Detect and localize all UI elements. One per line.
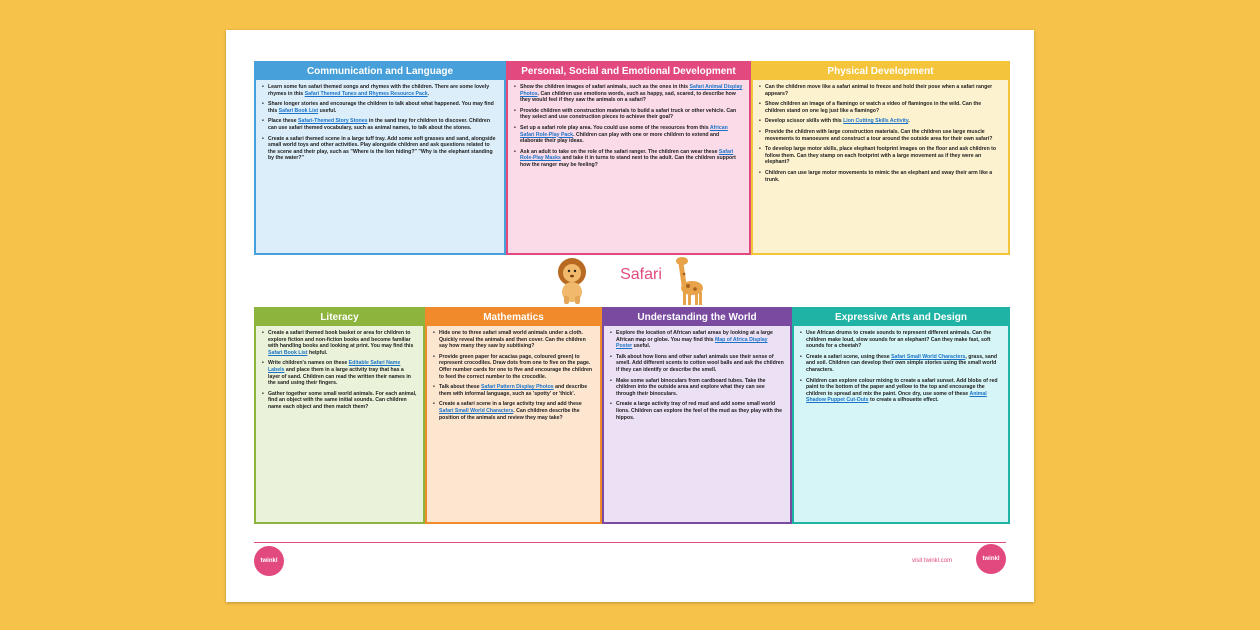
resource-link[interactable]: Safari Role-Play Masks [520,148,734,162]
panel-heading: Expressive Arts and Design [794,309,1008,326]
bullet-text: Write children's names on these [268,360,349,367]
bullet-text: Make some safari binoculars from cardboard tubes. Take the children into the outside area and explore what they can see through their binoculars. [616,377,766,397]
bullet-text: Create a safari scene in a large activity tray and add these [439,401,582,408]
page-title: Safari [620,266,662,283]
bullet-item [514,84,743,104]
panel-understanding-world [602,307,792,524]
bullet-item [800,354,1002,374]
resource-link[interactable]: Safari-Themed Story Stones [298,118,368,125]
bullet-item [433,384,594,397]
bullet-item [433,401,594,421]
bullet-text: Children can explore colour mixing to create a safari sunset. Add blobs of red paint to the bottom of the paper and yellow to the top and encourage the children to spread and mix the paint. Once dry, use some of these [806,377,998,397]
bullet-text: Show the children images of safari animals, such as the ones in this [520,84,690,90]
bullet-list [508,80,749,169]
bullet-item [514,108,743,121]
panel-heading: Personal, Social and Emotional Development [508,63,749,80]
twinkl-logo: twinkl [254,546,284,576]
bullet-item [759,101,1002,114]
bullet-item [610,378,784,398]
bullet-item [759,146,1002,166]
bullet-list [256,326,423,411]
resource-link[interactable]: African Safari Role-Play Pack [520,124,728,138]
resource-link[interactable]: Editable Safari Name Labels [268,360,401,373]
footer-url[interactable]: visit twinkl.com [912,558,953,564]
resource-link[interactable]: Map of Africa Display Poster [616,336,768,350]
bullet-item [759,129,1002,142]
bullet-list [753,80,1008,183]
bullet-text: Provide green paper for acacias page, coloured green) to represent crocodiles. Draw dots from one to five on the page. Offer number cards for one to five and encourage the children to feed the correct number to the crocodile. [439,353,593,380]
bullet-text: Create a safari scene, using these [806,353,892,360]
bullet-text: Explore the location of African safari areas by looking at a large African map or globe. You may find this [616,330,773,343]
bullet-text: Talk about how lions and other safari animals use their sense of smell. Add different scents to cotton wool balls and ask the children if they can identify or describe the smell. [616,353,784,373]
bullet-item [759,84,1002,97]
bullet-text: Create a safari themed scene in a large tuff tray. Add some soft grasses and sand, alongside small world toys and other activities. Play alongside children and ask questions related to the scene and their play, such as "Where is the lion hiding?" "Why is the elephant standing by the water?" [268,135,496,162]
lion-illustration [552,256,592,304]
bullet-text: Create a safari themed book basket or area for children to explore fiction and non-fiction books and become familiar with handling books and looking at print. You may find this [268,330,414,350]
bullet-item [433,330,594,350]
bullet-item [262,84,498,97]
panel-communication-language [254,61,506,255]
resource-link[interactable]: Safari Themed Tunes and Rhymes Resource Pack [304,90,428,97]
resource-link[interactable]: Lion Cutting Skills Activity [843,118,909,125]
bullet-item [759,170,1002,183]
panel-expressive-arts [792,307,1010,524]
bullet-text: in the sand tray for children to discover. Children can use safari themed vocabulary, such as animal names, to talk about the stones. [268,118,490,131]
bullet-list [427,326,600,421]
bullet-item [610,330,784,350]
bullet-text: Develop scissor skills with this [765,118,844,125]
bullet-text: To develop large motor skills, place elephant footprint images on the floor and ask children to follow them. Can they stamp on each footprint with a large movement as if they were an elephant? [765,146,997,166]
bullet-item [800,378,1002,404]
bullet-item [262,360,417,386]
bullet-item [610,401,784,421]
panel-literacy [254,307,425,524]
bullet-list [604,326,790,421]
bullet-item [514,125,743,145]
bullet-list [256,80,504,162]
bullet-text: . Can children describe the position of the animals and review they may take? [439,407,580,421]
panel-heading: Communication and Language [256,63,504,80]
bullet-text: to create a silhouette effect. [868,397,939,404]
bullet-text: and take it in turns to stand next to the adult. Can the children support how the ranger may be feeling? [520,155,736,168]
bullet-item [262,136,498,162]
bullet-text: Set up a safari role play area. You could use some of the resources from this [520,124,710,131]
bullet-text: Can the children move like a safari animal to freeze and hold their pose when a safari ranger appears? [765,84,993,97]
bullet-text: Talk about these [439,384,481,391]
resource-link[interactable]: Safari Book List [278,107,319,114]
bullet-text: useful. [632,343,651,350]
bullet-item [262,391,417,411]
bullet-text: and place them in a large activity tray that has a layer of sand. Children can read the written their names in the sand using their fingers. [268,366,411,387]
resource-link[interactable]: Safari Small World Characters [891,353,966,360]
bullet-text: Provide the children with large construction materials. Can the children use large muscle movements to manoeuvre and construct a tour around the outside area for their own safari? [765,128,993,142]
bullet-text: . Children can play with one or more children to extend and elaborate their play ideas. [520,131,720,145]
bullet-item [514,149,743,169]
footer-divider [254,542,1006,543]
panel-mathematics [425,307,602,524]
resource-link[interactable]: Safari Small World Characters [439,407,514,414]
panel-heading: Literacy [256,309,423,326]
bullet-text: . [908,118,910,125]
bullet-text: . [427,90,430,97]
bullet-text: Share longer stories and encourage the children to talk about what happened. You may find this [268,101,494,114]
twinkl-badge: twinkl [976,544,1006,574]
resource-link[interactable]: Safari Book List [268,349,308,356]
bullet-text: Ask an adult to take on the role of the safari ranger. The children can wear these [520,148,719,155]
resource-link[interactable]: Safari Pattern Display Photos [481,384,554,391]
bullet-text: , grass, sand and soil. Children can develop their own simple stories using the small world characters. [806,353,998,373]
bullet-item [610,354,784,374]
bullet-item [800,330,1002,350]
resource-link[interactable]: Safari Animal Display Photos [520,84,743,97]
bullet-item [262,101,498,114]
bullet-text: Create a large activity tray of red mud and add some small world lions. Children can explore the feel of the mud as they play with the hippos. [616,401,783,421]
bullet-item [433,354,594,380]
bullet-item [262,118,498,131]
bullet-text: Children can use large motor movements to mimic the an elephant and sway their arm like a trunk. [765,169,993,183]
bullet-text: useful. [318,107,337,114]
bullet-text: Place these [268,118,298,125]
bullet-text: Gather together some small world animals. For each animal, find an object with the same initial sounds. Can children name each object and then match them? [268,390,417,410]
activity-sheet [226,30,1034,602]
resource-link[interactable]: Animal Shadow Puppet Cut-Outs [806,390,987,404]
giraffe-illustration [672,254,708,306]
panel-heading: Physical Development [753,63,1008,80]
bullet-text: Use African drums to create sounds to represent different animals. Can the children make loud, slow sounds for an elephant? Can they make fast, soft sounds for a cheetah? [806,330,992,350]
bullet-text: Learn some fun safari themed songs and rhymes with the children. There are some lovely rhymes in this [268,84,490,97]
panel-heading: Mathematics [427,309,600,326]
bullet-text: . Can children use emotions words, such as happy, sad, scared, to describe how they would feel if they saw the animals on a safari? [520,90,736,104]
bullet-item [262,330,417,356]
bullet-list [794,326,1008,404]
bullet-text: Show children an image of a flamingo or watch a video of flamingos in the wild. Can the children stand on one leg just like a flamingo? [765,101,982,114]
bullet-text: Provide children with construction materials to build a safari truck or other vehicle. Can they select and use construction pieces to achieve their goal? [520,107,737,121]
panel-heading: Understanding the World [604,309,790,326]
bullet-text: Hide one to three safari small world animals under a cloth. Quickly reveal the animals and then cover. Can the children say how many they saw by subitising? [439,330,586,350]
panel-physical-development [751,61,1010,255]
bullet-text: and describe them with informal language, such as 'spotty' or 'thick'. [439,384,588,397]
bullet-item [759,118,1002,125]
bullet-text: helpful. [307,349,328,356]
panel-personal-social-emotional [506,61,751,255]
